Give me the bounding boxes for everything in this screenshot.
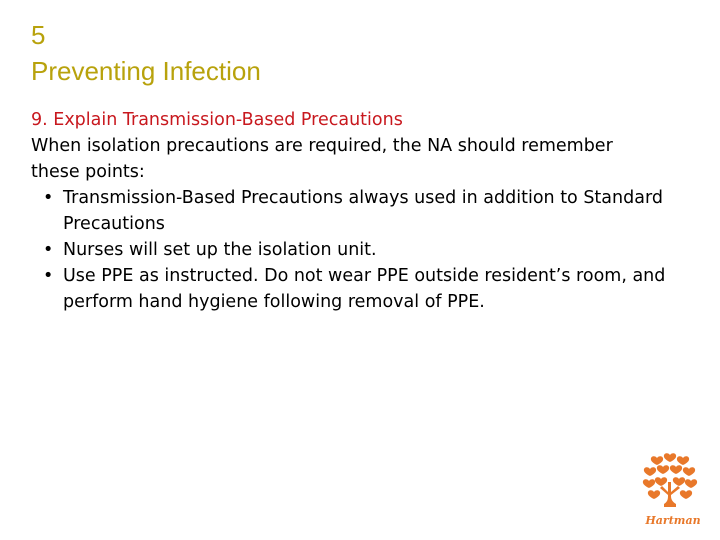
slide-content (31, 107, 671, 315)
bullet-text: Use PPE as instructed. Do not wear PPE outside resident’s room, and perform hand hygiene following removal of PPE. (63, 266, 666, 312)
bullet-text: Nurses will set up the isolation unit. (63, 240, 377, 260)
bullet-dot: • (43, 240, 54, 260)
intro-text: When isolation precautions are required, the NA should remember these points: (31, 136, 613, 182)
bullet-item-2 (31, 237, 671, 263)
bullet-text: Transmission-Based Precautions always used in addition to Standard Precautions (63, 188, 663, 234)
hartman-logo (640, 452, 710, 532)
bullet-dot: • (43, 266, 54, 286)
heart-tree-icon (640, 452, 710, 532)
logo-text: Hartman (645, 514, 701, 527)
chapter-title: Preventing Infection (31, 56, 261, 86)
bullet-item-1 (31, 185, 671, 237)
bullet-item-3 (31, 263, 671, 315)
section-heading: 9. Explain Transmission-Based Precautions (31, 110, 403, 130)
chapter-number: 5 (31, 20, 46, 50)
bullet-dot: • (43, 188, 54, 208)
bullet-list (31, 185, 671, 315)
